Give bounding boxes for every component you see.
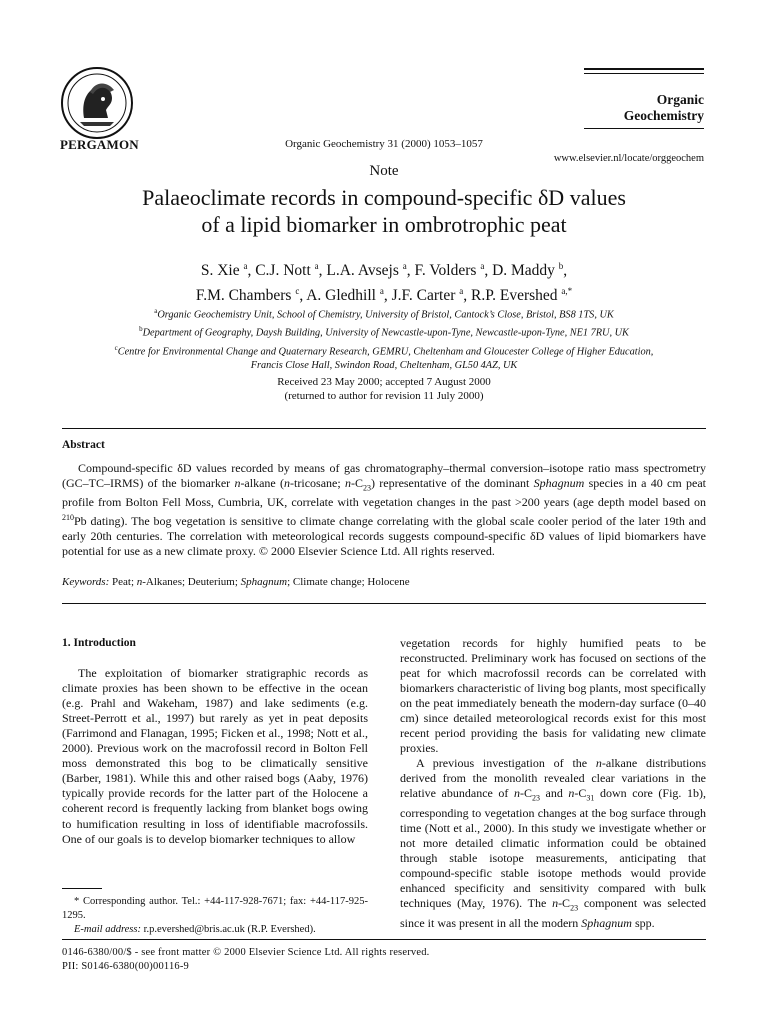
article-title: Palaeoclimate records in compound-specific δD values of a lipid biomarker in ombrotrophic peat: [142, 185, 626, 237]
received-dates: Received 23 May 2000; accepted 7 August 2000 (returned to author for revision 11 July 2000): [277, 376, 491, 402]
copyright-footer: 0146-6380/00/$ - see front matter © 2000 Elsevier Science Ltd. All rights reserved. PII: S0146-6380(00)00116-9: [62, 947, 430, 972]
right-column: [400, 636, 706, 931]
section-heading: 1. Introduction: [62, 637, 136, 649]
left-column: [62, 636, 368, 847]
publisher-name: PERGAMON: [60, 137, 139, 152]
intro-paragraph-1-cont: vegetation records for highly humified peats to be reconstructed. Preliminary work has focused on sections of the peat for which macrofossil records can be correlated with biomarkers characteristic of living bog plants, most specifically on the peat immediately beneath the modern-day surface (0–40 cm) since detailed meteorological records exist for this most recent period providing the basis for validating new climate proxies.: [400, 636, 706, 756]
footnote-rule: [62, 888, 102, 889]
email-link[interactable]: r.p.evershed@bris.ac.uk (R.P. Evershed).: [140, 924, 316, 935]
journal-rule-bottom: [584, 128, 704, 129]
affiliations: $^a$Organic Geochemistry Unit, School of Chemistry, University of Bristol, Cantock’s Close, Bristol, BS8 1TS, UK $^b$Department of Geography, Daysh Building, University of Newcastle-upon-Tyne, Newcastle-upon-Tyne, NE1 7RU, UK $^c$Centre for Environmental Change and Quaternary Research, GEMRU, Cheltenham and Gloucester College of Higher Education, Francis Close Hall, Swindon Road, Cheltenham, GL50 4AZ, UK: [114, 307, 654, 372]
abstract-bottom-rule: [62, 603, 706, 604]
journal-rule-top: [584, 68, 704, 74]
article-type: Note: [369, 163, 399, 179]
journal-citation: Organic Geochemistry 31 (2000) 1053–1057: [285, 138, 483, 150]
journal-url[interactable]: www.elsevier.nl/locate/orggeochem: [553, 153, 704, 164]
abstract-top-rule: [62, 428, 706, 429]
bottom-rule: [62, 939, 706, 940]
publisher-logo-icon: [60, 66, 134, 140]
intro-paragraph-2: A previous investigation of the n-alkane distributions derived from the monolith revealed clear variations in the relative abundance of $n-C_{23}$ and $n-C_{31}$ down core (Fig. 1b), corresponding to vegetation changes at the bog surface through time (Nott et al., 2000). In this study we investigate whether or not more detailed climatic information could be obtained through stable isotope measurements, anticipating that compound-specific stable isotope methods would provide enhanced specificity and sensitivity compared with bulk techniques (May, 1976). The $n-C_{23}$ component was selected since it was present in all the modern Sphagnum spp.: [400, 756, 707, 930]
abstract-body: Compound-specific δD values recorded by means of gas chromatography–thermal conversion–isotope ratio mass spectrometry (GC–TC–IRMS) of the biomarker n-alkane (n-tricosane; $n-C_{23}$) representative of the dominant Sphagnum species in a 40 cm peat profile from Bolton Fell Moss, Cumbria, UK, correlate with vegetation changes in the past >200 years (age depth model based on $^{210}$Pb dating). The bog vegetation is sensitive to climate change correlating with the global scale cooler period of the later 19th and early 20th centuries. The correlation with meteorological records suggests compound-specific δD values of lipid biomarkers have potential for use as a new climate proxy. © 2000 Elsevier Science Ltd. All rights reserved.: [62, 461, 706, 559]
corresponding-author-footnote: * Corresponding author. Tel.: +44-117-928-7671; fax: +44-117-925-1295. E-mail address: r.p.evershed@bris.ac.uk (R.P. Evershed).: [62, 896, 368, 935]
keywords: Keywords: Peat; n-Alkanes; Deuterium; Sphagnum; Climate change; Holocene: [62, 576, 410, 588]
intro-paragraph-1: The exploitation of biomarker stratigraphic records as climate proxies has been shown to be effective in the ocean (e.g. Prahl and Wakeham, 1987) and lake sediments (e.g. Street-Perrott et al., 1997) but rarely as yet in peat deposits (Farrimond and Flanagan, 1995; Ficken et al., 1998; Nott et al., 2000). Previous work on the macrofossil record in Bolton Fell moss demonstrated this bog to be climatically sensitive (Barber, 1981). While this and other raised bogs (Aaby, 1976) typically provide records for the latter part of the Holocene a coherent record is frequently lacking from blanket bogs owing to humification resulting in loss of identifiable macrofossils. One of our goals is to develop biomarker techniques to allow: [62, 666, 368, 846]
abstract-heading: Abstract: [62, 439, 105, 451]
journal-name: Organic Geochemistry: [623, 92, 704, 123]
author-list: S. Xie $^a$, C.J. Nott $^a$, L.A. Avsejs $^a$, F. Volders $^a$, D. Maddy $^b$, F.M. Chambers $^c$, A. Gledhill $^a$, J.F. Carter $^a$, R.P. Evershed $^{a,*}$: [195, 261, 573, 305]
